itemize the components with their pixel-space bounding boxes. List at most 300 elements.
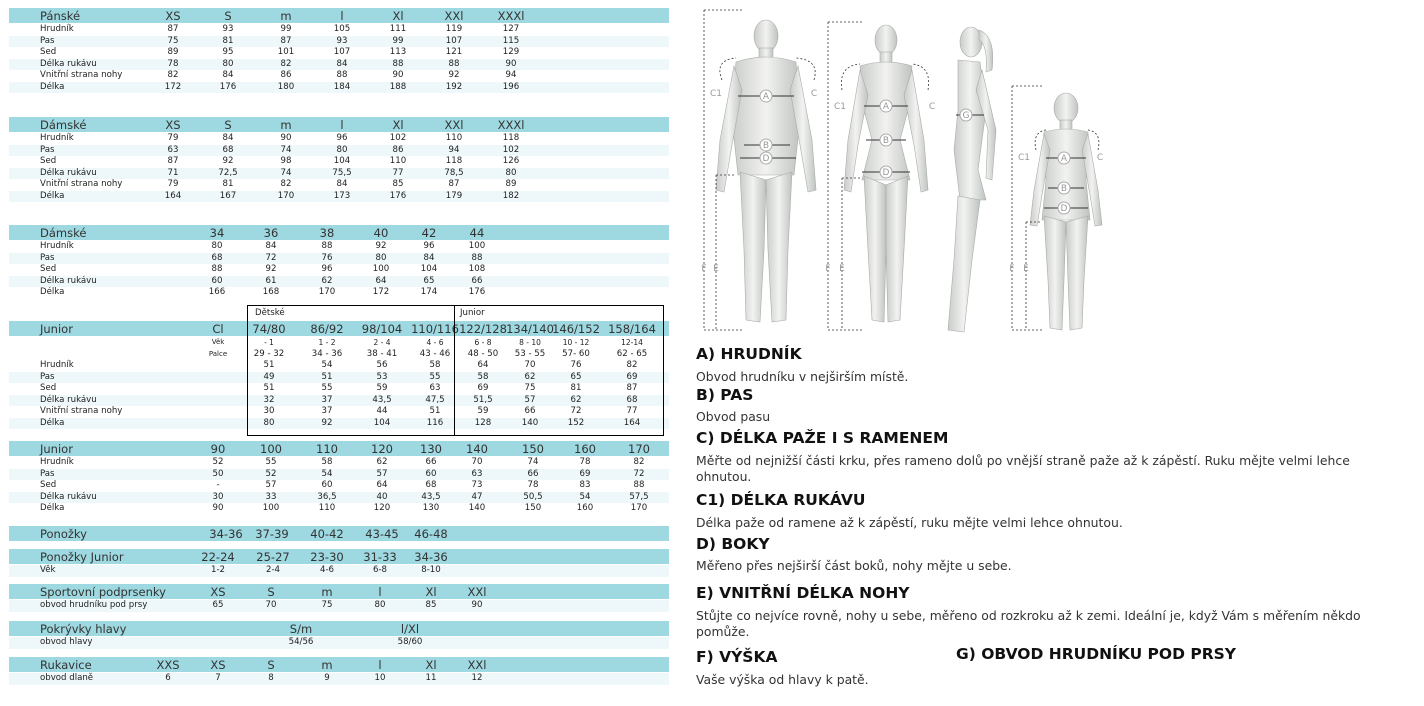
svg-text:B: B [882,136,890,146]
cell-value: 79 [167,179,179,189]
measure-c-desc: Měřte od nejnižší části krku, přes rameno dolů po vnější straně paže až k zápěstí. Ruku mějte velmi lehce ohnutou. [696,453,1350,484]
cell-value: 81 [222,179,234,189]
table-row [9,168,669,180]
headwear-title: Pokrývky hlavy [40,622,127,636]
socks-table [9,526,669,542]
socks-size-col: 40-42 [310,527,344,541]
cell-value: 59 [376,383,388,393]
cell-value: 104 [373,417,391,428]
cell-value: 164 [623,417,641,428]
socks_junior-size-col: 22-24 [201,550,235,564]
cell-value: 102 [502,144,520,155]
cell-value: 92 [375,241,387,251]
table-row [9,241,669,253]
measure-g-title: G) OBVOD HRUDNÍKU POD PRSY [956,645,1237,663]
cell-value: 50 [212,468,224,479]
row-label: obvod dlaně [40,673,94,683]
cell-value: 33 [265,491,277,502]
cell-value: 65 [570,371,582,382]
inch-value: 48 - 50 [467,348,499,359]
table-row [9,287,669,299]
cell-value: 11 [425,673,437,683]
cell-value: 40 [376,491,388,502]
svg-text:D: D [882,168,890,178]
row-label: Hrudník [40,24,74,34]
row-label: Vnitřní strana nohy [40,70,123,80]
table-row [9,156,669,168]
cell-value: 140 [468,503,486,513]
svg-text:B: B [1060,184,1068,194]
cell-value: 166 [208,287,226,297]
cell-value: 184 [333,81,351,92]
cell-value: 49 [263,371,275,382]
junior2-size-col: 150 [522,442,544,456]
cell-value: 89 [167,47,179,57]
measure-a-title: A) HRUDNÍK [696,345,802,363]
womens-header [9,117,669,133]
svg-text:F: F [825,264,831,274]
junior1-size-col: 158/164 [608,322,656,336]
measure-c1-desc: Délka paže od ramene až k zápěstí, ruku mějte velmi lehce ohnutou. [696,515,1123,530]
socks_junior-table [9,549,669,577]
headwear-header [9,621,669,637]
table-row [9,179,669,191]
cell-value: 58 [429,360,441,370]
womens_num-size-col: 44 [469,226,485,240]
table-row [9,276,669,288]
cell-value: 80 [211,241,223,251]
row-label: Pas [40,371,55,382]
junior2-size-col: 90 [210,442,226,456]
cell-value: 55 [265,457,277,467]
table-row [9,383,669,395]
row-label: Sed [40,47,57,57]
cell-value: 94 [448,144,460,155]
row-label: Délka rukávu [40,491,97,502]
socks_junior-size-col: 23-30 [310,550,344,564]
cell-value: 168 [262,287,280,297]
row-label: Hrudník [40,133,74,143]
cell-value: 110 [389,156,407,166]
gloves-size-col: XXl [467,658,487,672]
measure-f-title: F) VÝŠKA [696,648,778,666]
svg-text:C1: C1 [709,89,723,99]
cell-value: 172 [372,287,390,297]
table-row [9,395,669,407]
mens-header [9,8,669,24]
inch-value: 62 - 65 [616,348,648,359]
womens_num-size-col: 36 [263,226,279,240]
bras-size-col: l [378,585,382,599]
cell-value: 2-4 [265,565,281,575]
svg-text:C: C [928,102,936,112]
cell-value: 120 [373,503,391,513]
junior2-size-col: 100 [260,442,282,456]
cell-value: 85 [392,179,404,189]
cell-value: 69 [579,468,591,479]
cell-value: 78,5 [444,167,464,178]
cell-value: 66 [524,406,536,416]
cell-value: 6 [165,673,171,683]
svg-text:C: C [810,89,818,99]
cell-value: 68 [425,480,437,490]
cell-value: 63 [471,468,483,479]
bras-table [9,584,669,612]
table-row [9,600,669,612]
cell-value: 81 [222,35,234,46]
cell-value: 84 [336,179,348,189]
cell-value: 100 [262,503,280,513]
cell-value: 51 [263,360,275,370]
table-row [9,469,669,481]
cell-value: 129 [502,47,520,57]
measure-c-title: C) DÉLKA PAŽE I S RAMENEM [696,429,949,447]
mens-size-col: m [280,9,292,23]
cell-value: 80 [336,144,348,155]
cell-value: 68 [222,144,234,155]
svg-text:D: D [762,154,770,164]
measure-b-desc: Obvod pasu [696,409,771,424]
table-row [9,565,669,577]
junior1-size-col: 98/104 [361,322,403,336]
svg-text:C: C [1096,153,1104,163]
cell-value: 92 [265,264,277,274]
table-row [9,418,669,430]
cell-value: 90 [471,600,483,610]
junior1-size-col: 74/80 [252,322,286,336]
womens-size-col: Xl [392,118,404,132]
table-row [9,264,669,276]
inch-value: 57- 60 [562,348,590,359]
junior1-header [9,321,669,337]
cell-value: 170 [630,503,648,513]
cell-value: 87 [626,383,638,393]
size-groups-row [9,306,669,321]
cell-value: 88 [211,264,223,274]
cell-value: 51 [263,383,275,393]
svg-text:G: G [962,111,970,121]
measure-a-desc: Obvod hrudníku v nejširším místě. [696,369,909,384]
gloves-size-col: l [378,658,382,672]
row-label: Délka [40,287,65,297]
cell-value: 88 [471,252,483,263]
junior2-header [9,441,669,457]
bras-size-col: XS [210,585,226,599]
socks-size-col: 43-45 [365,527,399,541]
row-label: Sed [40,383,57,393]
bras-size-col: Xl [425,585,437,599]
cell-value: 176 [389,190,407,201]
cl-label: Cl [212,322,224,336]
cell-value: 30 [263,406,275,416]
cell-value: 96 [336,133,348,143]
inch-label: Palce [208,349,228,358]
gloves-title: Rukavice [40,658,92,672]
cell-value: 118 [502,133,520,143]
womens_num-table [9,225,669,299]
cell-value: 8-10 [421,565,441,575]
svg-text:C1: C1 [833,102,847,112]
cell-value: 61 [265,275,277,286]
bras-title: Sportovní podprsenky [40,585,166,599]
age-value: 8 - 10 [519,338,541,347]
cell-value: 78 [167,58,179,69]
cell-value: 173 [333,190,351,201]
cell-value: 170 [318,287,336,297]
cell-value: 37 [321,406,333,416]
row-label: Sed [40,156,57,166]
womens-size-col: l [340,118,344,132]
age-value: 1 - 2 [318,338,336,347]
junior2-size-col: 160 [574,442,596,456]
table-row [9,47,669,59]
svg-text:A: A [762,92,770,102]
junior1-table [9,306,669,429]
socks_junior-size-col: 25-27 [256,550,290,564]
cell-value: 66 [527,468,539,479]
womens_num-size-col: 42 [421,226,437,240]
cell-value: 87 [167,156,179,166]
cell-value: 75 [167,35,179,46]
socks-size-col: 34-36 [209,527,243,541]
table-row [9,191,669,203]
cell-value: 180 [277,81,295,92]
table-row [9,24,669,36]
cell-value: 80 [374,600,386,610]
cell-value: 82 [633,457,645,467]
cell-value: 98 [280,156,292,166]
cell-value: 82 [280,179,292,189]
svg-text:C1: C1 [1017,153,1031,163]
cell-value: 75 [321,600,333,610]
cell-value: 110 [318,503,336,513]
age-value: 12-14 [621,338,643,347]
cell-value: 58 [477,371,489,382]
cell-value: 72 [633,468,645,479]
svg-text:F: F [701,264,707,274]
socks-size-col: 37-39 [255,527,289,541]
cell-value: 99 [392,35,404,46]
table-row [9,253,669,265]
cell-value: 102 [389,133,407,143]
womens-size-col: XS [165,118,181,132]
cell-value: 43,5 [372,394,392,405]
bras-size-col: XXl [467,585,487,599]
cell-value: 54/56 [288,637,314,647]
row-label: Délka [40,190,65,201]
cell-value: 57,5 [629,491,649,502]
cell-value: 37 [321,394,333,405]
cell-value: 188 [389,81,407,92]
cell-value: 74 [280,167,292,178]
socks_junior-header [9,549,669,565]
svg-text:B: B [762,141,770,151]
cell-value: 196 [502,81,520,92]
cell-value: 55 [321,383,333,393]
womens-title: Dámské [40,118,87,132]
junior2-table [9,441,669,515]
cell-value: 64 [375,275,387,286]
womens-size-col: S [224,118,232,132]
cell-value: 62 [376,457,388,467]
cell-value: 54 [321,468,333,479]
cell-value: 93 [336,35,348,46]
row-label: Délka rukávu [40,167,97,178]
cell-value: 6-8 [372,565,388,575]
cell-value: 88 [336,70,348,80]
row-label: Délka [40,81,65,92]
age-value: - 1 [264,338,274,347]
socks-header [9,526,669,542]
cell-value: 128 [474,417,492,428]
womens-table [9,117,669,202]
cell-value: 51 [321,371,333,382]
cell-value: 92 [321,417,333,428]
cell-value: 90 [505,58,517,69]
socks_junior-title: Ponožky Junior [40,550,124,564]
cell-value: 167 [219,190,237,201]
womens_num-title: Dámské [40,226,87,240]
cell-value: 126 [502,156,520,166]
headwear-size-col: l/Xl [400,622,420,636]
womens_num-size-col: 34 [209,226,225,240]
group-kids-label: Dětské [255,308,285,318]
mens-size-col: l [340,9,344,23]
cell-value: 62 [321,275,333,286]
cell-value: 47 [471,491,483,502]
cell-value: 92 [448,70,460,80]
junior2-size-col: 110 [316,442,338,456]
row-label: Hrudník [40,457,74,467]
cell-value: 59 [477,406,489,416]
cell-value: 51,5 [473,394,493,405]
row-label: Vnitřní strana nohy [40,179,123,189]
cell-value: 78 [527,480,539,490]
cell-value: 54 [321,360,333,370]
cell-value: 90 [392,70,404,80]
table-row [9,70,669,82]
svg-text:E: E [839,264,845,274]
cell-value: 56 [376,360,388,370]
cell-value: 66 [425,457,437,467]
kids-junior-divider [454,305,455,436]
cell-value: 68 [626,394,638,405]
cell-value: 64 [477,360,489,370]
womens_num-header [9,225,669,241]
table-row [9,372,669,384]
cell-value: 160 [576,503,594,513]
cell-value: 69 [626,371,638,382]
cell-value: 87 [280,35,292,46]
cell-value: 108 [468,264,486,274]
mens-table [9,8,669,93]
cell-value: 89 [505,179,517,189]
row-label: Délka [40,417,65,428]
mens-size-col: S [224,9,232,23]
cell-value: 60 [425,468,437,479]
cell-value: 63 [167,144,179,155]
junior1-size-col: 122/128 [459,322,507,336]
table-row [9,457,669,469]
cell-value: 58 [321,457,333,467]
cell-value: 101 [277,47,295,57]
cell-value: 8 [268,673,274,683]
age-label: Věk [211,338,225,346]
cell-value: 88 [633,480,645,490]
cell-value: 70 [471,457,483,467]
cell-value: 113 [389,47,407,57]
gloves-size-col: S [267,658,275,672]
cell-value: 36,5 [317,491,337,502]
cell-value: 70 [524,360,536,370]
junior2-title: Junior [40,442,73,456]
cell-value: 54 [579,491,591,502]
cell-value: 96 [423,241,435,251]
row-label: Věk [40,565,56,575]
cell-value: 84 [222,133,234,143]
cell-value: 77 [626,406,638,416]
cell-value: 44 [376,406,388,416]
cell-value: 60 [211,275,223,286]
cell-value: 80 [263,417,275,428]
row-label: Délka [40,503,65,513]
gloves-table [9,657,669,685]
cell-value: 107 [333,47,351,57]
cell-value: 85 [425,600,437,610]
cell-value: 90 [212,503,224,513]
inch-value: 38 - 41 [366,348,398,359]
cell-value: 82 [167,70,179,80]
cell-value: 152 [567,417,585,428]
cell-value: 65 [212,600,224,610]
gloves-header [9,657,669,673]
junior1-size-col: 134/140 [506,322,554,336]
measure-d-title: D) BOKY [696,535,770,553]
cell-value: - [216,480,220,490]
measure-b-title: B) PAS [696,386,754,404]
table-row [9,406,669,418]
cell-value: 127 [502,24,520,34]
cell-value: 75 [524,383,536,393]
mens-size-col: XXXl [497,9,525,23]
body-figures-illustration [696,0,1116,345]
cell-value: 84 [336,58,348,69]
table-row [9,145,669,157]
cell-value: 87 [448,179,460,189]
womens_num-size-col: 40 [373,226,389,240]
cell-value: 110 [445,133,463,143]
row-label: Hrudník [40,241,74,251]
table-row [9,492,669,504]
cell-value: 52 [265,468,277,479]
socks_junior-size-col: 34-36 [414,550,448,564]
womens-size-col: XXl [444,118,464,132]
female-side-figure [948,27,996,332]
cell-value: 51 [429,406,441,416]
cell-value: 88 [321,241,333,251]
table-row [9,36,669,48]
cell-value: 53 [376,371,388,382]
cell-value: 121 [445,47,463,57]
cell-value: 57 [376,468,388,479]
cell-value: 75,5 [332,167,352,178]
cell-value: 83 [579,480,591,490]
row-label: Délka rukávu [40,394,97,405]
measure-e-title: E) VNITŘNÍ DÉLKA NOHY [696,584,910,602]
cell-value: 78 [579,457,591,467]
cell-value: 66 [471,275,483,286]
socks-size-col: 46-48 [414,527,448,541]
